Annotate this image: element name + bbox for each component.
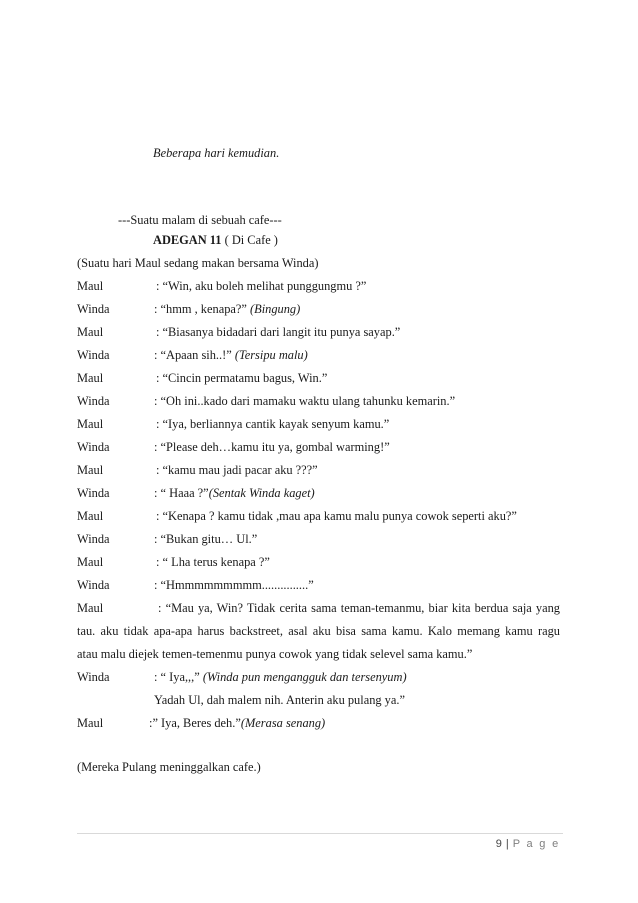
stage-direction-intro: (Suatu hari Maul sedang makan bersama Winda) [77,256,319,270]
speech-text: : “Apaan sih..!” (Tersipu malu) [154,348,308,362]
speaker-name: Winda [77,486,110,500]
stage-note: (Winda pun mengangguk dan tersenyum) [202,670,407,684]
speech-text: : “Cincin permatamu bagus, Win.” [156,371,328,385]
scene-description: ---Suatu malam di sebuah cafe--- [118,213,282,227]
speaker-name: Winda [77,532,110,546]
speaker-name: Maul [77,716,104,730]
stage-note: (Bingung) [250,302,301,316]
speech-text: : “Kenapa ? kamu tidak ,mau apa kamu malu punya cowok seperti aku?” [156,509,517,523]
speaker-name: Maul [77,417,104,431]
time-transition: Beberapa hari kemudian. [153,146,280,160]
speaker-name: Maul [77,463,104,477]
speech-text: : “Biasanya bidadari dari langit itu punya sayap.” [156,325,401,339]
page-label: P a g e [512,838,560,850]
page-number: 9 [495,838,502,850]
speech-text: : “Please deh…kamu itu ya, gombal warming!” [154,440,390,454]
speaker-name: Maul [77,555,104,569]
speaker-name: Maul [77,371,104,385]
speaker-name: Winda [77,394,110,408]
speaker-name: Winda [77,348,110,362]
speech-text: : “Oh ini..kado dari mamaku waktu ulang tahunku kemarin.” [154,394,456,408]
speech-text: : “kamu mau jadi pacar aku ???” [156,463,318,477]
speaker-name: Maul [77,325,104,339]
stage-direction-ending: (Mereka Pulang meninggalkan cafe.) [77,760,261,774]
speech-text-line-2: tau. aku tidak apa-apa harus backstreet, asal aku bisa sama kamu. Kalo memang kamu ragu [77,624,560,638]
speaker-name: Winda [77,670,110,684]
speaker-name: Maul [77,509,104,523]
speaker-name: Winda [77,578,110,592]
speech-text: : “ Lha terus kenapa ?” [156,555,270,569]
speech-text: : “Iya, berliannya cantik kayak senyum kamu.” [156,417,390,431]
speaker-name: Winda [77,440,110,454]
speech-text: Yadah Ul, dah malem nih. Anterin aku pulang ya.” [154,693,405,707]
speaker-name: Maul [77,601,104,615]
speech-text: : “ Haaa ?”(Sentak Winda kaget) [154,486,315,500]
speech-text: : “Bukan gitu… Ul.” [154,532,258,546]
stage-note: (Sentak Winda kaget) [208,486,315,500]
footer-separator: | [505,838,509,850]
scene-number: ADEGAN 11 [153,233,222,247]
scene-location: ( Di Cafe ) [221,233,278,247]
speech-text: : “Win, aku boleh melihat punggungmu ?” [156,279,367,293]
stage-note: (Merasa senang) [240,716,326,730]
speech-text: :” Iya, Beres deh.”(Merasa senang) [149,716,326,730]
stage-note: (Tersipu malu) [234,348,308,362]
page-footer [496,838,560,850]
speech-text: : “hmm , kenapa?” (Bingung) [154,302,301,316]
speech-text: : “Hmmmmmmmmm...............” [154,578,314,592]
speech-text-line-3: atau malu diejek temen-temenmu punya cowok yang tidak selevel sama kamu.” [77,647,473,661]
speaker-name: Winda [77,302,110,316]
speaker-name: Maul [77,279,104,293]
footer-divider [77,833,563,834]
speech-text-line-1: : “Mau ya, Win? Tidak cerita sama teman-temanmu, biar kita berdua saja yang [158,601,560,615]
scene-heading [153,232,278,248]
speech-text: : “ Iya,,,” (Winda pun mengangguk dan tersenyum) [154,670,407,684]
